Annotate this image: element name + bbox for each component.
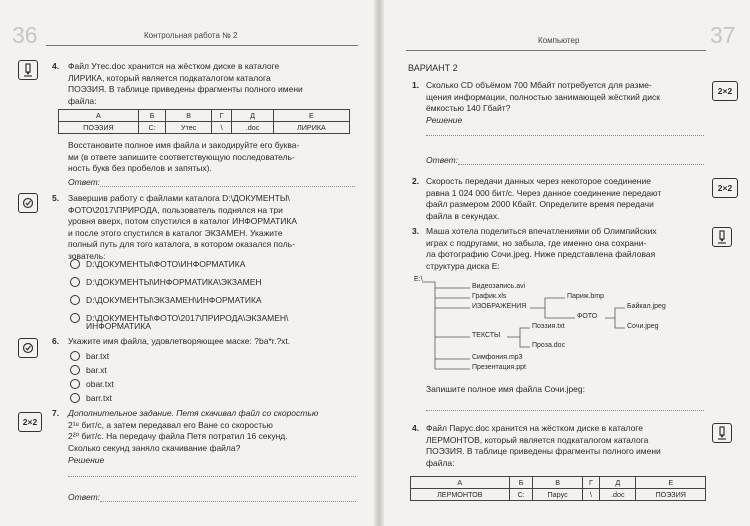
table-cell: ПОЭЗИЯ (636, 489, 706, 501)
task-5-text (68, 193, 360, 263)
calculation-icon: 2×2 (712, 178, 738, 198)
option-label: D:\ДОКУМЕНТЫ\ФОТО\2017\ПРИРОДА\ЭКЗАМЕН\ (86, 313, 289, 323)
option-label: D:\ДОКУМЕНТЫ\ФОТО\ИНФОРМАТИКА (86, 259, 246, 269)
task-4-text (68, 61, 358, 107)
pencil-write-icon (18, 60, 38, 80)
solution-line[interactable] (426, 135, 704, 136)
radio-circle-icon[interactable] (70, 259, 80, 269)
table-header-row (411, 477, 706, 489)
text-line: ЛИРИКА, который является подкаталогом каталога (68, 72, 271, 83)
text-line: ФОТО\2017\ПРИРОДА, пользователь поднялся на три (68, 204, 283, 215)
table-row (59, 122, 350, 134)
option-radio[interactable] (70, 259, 245, 269)
text-line: Маша хотела поделиться впечатлениями об Олимпийских (426, 226, 657, 236)
table-cell: C: (138, 122, 165, 134)
table-header-cell: А (59, 110, 139, 122)
text-line: Скорость передачи данных через некоторое соединение (426, 176, 651, 186)
table-header-row (59, 110, 350, 122)
task-7-number: 7. (52, 408, 60, 418)
radio-circle-icon[interactable] (70, 277, 80, 287)
solution-label: Решение (426, 115, 463, 125)
text-line: Сколько секунд заняло скачивание файла? (68, 442, 241, 453)
tree-file: Симфония.mp3 (472, 354, 523, 361)
table-header-cell: Е (636, 477, 706, 489)
task-4-text (426, 423, 708, 469)
text-line: файл размером 2000 Кбайт. Определите время передачи (426, 199, 654, 210)
running-header-right: Компьютер (538, 36, 580, 45)
text-line: файла: (426, 457, 455, 468)
tree-folder: ИЗОБРАЖЕНИЯ (472, 303, 527, 310)
task-4-instructions (68, 140, 358, 175)
header-rule (406, 50, 706, 51)
text-line: щения информации, полностью занимающей жёсткий диск (426, 91, 660, 102)
table-cell: Парус (533, 489, 582, 501)
option-label: D:\ДОКУМЕНТЫ\ИНФОРМАТИКА\ЭКЗАМЕН (86, 277, 262, 287)
text-line: файла: (68, 95, 97, 106)
option-label: obar.txt (86, 379, 114, 389)
tree-file: Париж.bmp (567, 293, 604, 300)
fragment-table-left (58, 109, 350, 134)
text-line: Сколько CD объёмом 700 Мбайт потребуется для разме- (426, 80, 652, 90)
radio-circle-icon[interactable] (70, 313, 80, 323)
task-6-number: 6. (52, 336, 60, 346)
tree-file: Видеозапись.avi (472, 283, 526, 290)
radio-circle-icon[interactable] (70, 393, 80, 403)
answer-label: Ответ: (68, 492, 101, 502)
table-header-cell: Б (509, 477, 533, 489)
table-cell: ЛЕРМОНТОВ (411, 489, 510, 501)
task-3-number: 3. (412, 226, 420, 236)
task-7-text (68, 408, 360, 454)
option-radio[interactable] (70, 365, 107, 375)
calculation-icon: 2×2 (18, 412, 42, 432)
table-cell: ПОЭЗИЯ (59, 122, 139, 134)
table-header-cell: Д (232, 110, 274, 122)
task-5-number: 5. (52, 193, 60, 203)
table-cell: Утес (166, 122, 212, 134)
option-radio[interactable] (70, 379, 114, 389)
task-1-text (426, 80, 706, 115)
text-line: ЛЕРМОНТОВ, который является подкаталогом каталога (426, 434, 649, 445)
answer-line[interactable] (100, 501, 356, 502)
text-line: 2²⁰ бит/с. На передачу файла Петя потратил 16 секунд. (68, 431, 288, 442)
table-cell: C: (509, 489, 533, 501)
tree-folder: ФОТО (577, 313, 598, 320)
task-3-prompt: Запишите полное имя файла Сочи.jpeg: (426, 384, 586, 394)
text-line: 2¹⁸ бит/с, а затем передавал его Ване со скоростью (68, 419, 273, 430)
page-number-left: 36 (12, 22, 38, 48)
text-line: ми (в ответе запишите соответствующую последователь- (68, 151, 295, 162)
tree-file: Проза.doc (532, 342, 566, 349)
table-cell: \ (582, 489, 599, 501)
table-cell: .doc (232, 122, 274, 134)
tree-file: Поэзия.txt (532, 323, 565, 330)
text-line: играх с подругами, но забыла, где именно она сохрани- (426, 237, 647, 248)
header-rule (46, 45, 358, 46)
option-radio[interactable] (70, 393, 112, 403)
table-cell: \ (212, 122, 232, 134)
table-header-cell: Б (138, 110, 165, 122)
task-4-number: 4. (52, 61, 60, 71)
tree-file: Байкал.jpeg (627, 303, 666, 310)
page-number-right: 37 (710, 22, 736, 48)
answer-label: Ответ: (68, 177, 101, 187)
calculation-icon: 2×2 (712, 81, 738, 101)
text-line: Файл Парус.doc хранится на жёстком диске в каталоге (426, 423, 643, 433)
option-label: D:\ДОКУМЕНТЫ\ЭКЗАМЕН\ИНФОРМАТИКА (86, 295, 262, 305)
text-line: ёмкостью 140 Гбайт? (426, 103, 511, 114)
task-3-text (426, 226, 706, 272)
text-line: структура диска E: (426, 260, 500, 271)
table-row (411, 489, 706, 501)
solution-label: Решение (68, 455, 105, 465)
option-radio[interactable] (70, 295, 262, 305)
table-header-cell: В (166, 110, 212, 122)
text-line: Дополнительное задание. Петя скачивал файл со скоростью (68, 408, 319, 418)
text-line: равна 1 024 000 бит/с. Через данное соединение передают (426, 187, 662, 198)
solution-line[interactable] (68, 476, 356, 477)
radio-circle-icon[interactable] (70, 295, 80, 305)
radio-circle-icon[interactable] (70, 379, 80, 389)
tree-file: График.xls (472, 293, 507, 300)
checkmark-circle-icon (18, 338, 38, 358)
answer-line[interactable] (100, 186, 355, 187)
text-line: полный путь для того каталога, в котором оказался поль- (68, 239, 295, 250)
fragment-table-right (410, 476, 706, 501)
text-line: ПОЭЗИЯ. В таблице приведены фрагменты полного имени (68, 84, 303, 95)
radio-circle-icon[interactable] (70, 365, 80, 375)
table-header-cell: А (411, 477, 510, 489)
option-label: bar.txt (86, 351, 110, 361)
text-line: уровня вверх, потом спустился в каталог ИНФОРМАТИКА (68, 216, 297, 227)
text-line: зователь: (68, 250, 106, 261)
task-2-number: 2. (412, 176, 420, 186)
text-line: Завершив работу с файлами каталога D:\ДОКУМЕНТЫ\ (68, 193, 290, 203)
option-radio[interactable] (70, 277, 262, 287)
answer-line[interactable] (458, 164, 704, 165)
variant-title: ВАРИАНТ 2 (408, 63, 458, 73)
checkmark-circle-icon (18, 193, 38, 213)
tree-file: Сочи.jpeg (627, 323, 659, 330)
answer-label: Ответ: (426, 155, 459, 165)
pencil-write-icon (712, 423, 732, 443)
text-line: Восстановите полное имя файла и закодируйте его буква- (68, 140, 300, 150)
table-cell: ЛИРИКА (273, 122, 349, 134)
option-label-continued: ИНФОРМАТИКА (86, 321, 151, 331)
text-line: ность букв без пробелов и запятых). (68, 163, 212, 174)
tree-root: E:\ (414, 276, 423, 283)
file-tree-lines (380, 270, 750, 380)
task-6-text: Укажите имя файла, удовлетворяющее маске: ?ba*r.?xt. (68, 336, 291, 346)
text-line: ПОЭЗИЯ. В таблице приведены фрагменты полного имени (426, 446, 661, 457)
tree-file: Презентация.ppt (472, 364, 526, 371)
right-page (380, 0, 750, 526)
table-header-cell: Д (600, 477, 636, 489)
table-header-cell: Г (582, 477, 599, 489)
table-header-cell: Е (273, 110, 349, 122)
text-line: Файл Утес.doc хранится на жёстком диске в каталоге (68, 61, 280, 71)
option-radio[interactable] (70, 351, 109, 361)
tree-folder: ТЕКСТЫ (472, 332, 501, 339)
table-header-cell: В (533, 477, 582, 489)
table-cell: .doc (600, 489, 636, 501)
text-line: файла в секундах. (426, 210, 500, 221)
radio-circle-icon[interactable] (70, 351, 80, 361)
option-label: barr.txt (86, 393, 112, 403)
task-2-text (426, 176, 706, 222)
pencil-write-icon (712, 227, 732, 247)
table-header-cell: Г (212, 110, 232, 122)
running-header-left: Контрольная работа № 2 (144, 31, 238, 40)
text-line: ла фотографию Сочи.jpeg. Ниже представлена файловая (426, 249, 656, 260)
answer-line[interactable] (426, 410, 704, 411)
task-1-number: 1. (412, 80, 420, 90)
text-line: и после этого спустился в каталог ЭКЗАМЕН. Укажите (68, 227, 283, 238)
option-label: bar.xt (86, 365, 107, 375)
task-4-number: 4. (412, 423, 420, 433)
